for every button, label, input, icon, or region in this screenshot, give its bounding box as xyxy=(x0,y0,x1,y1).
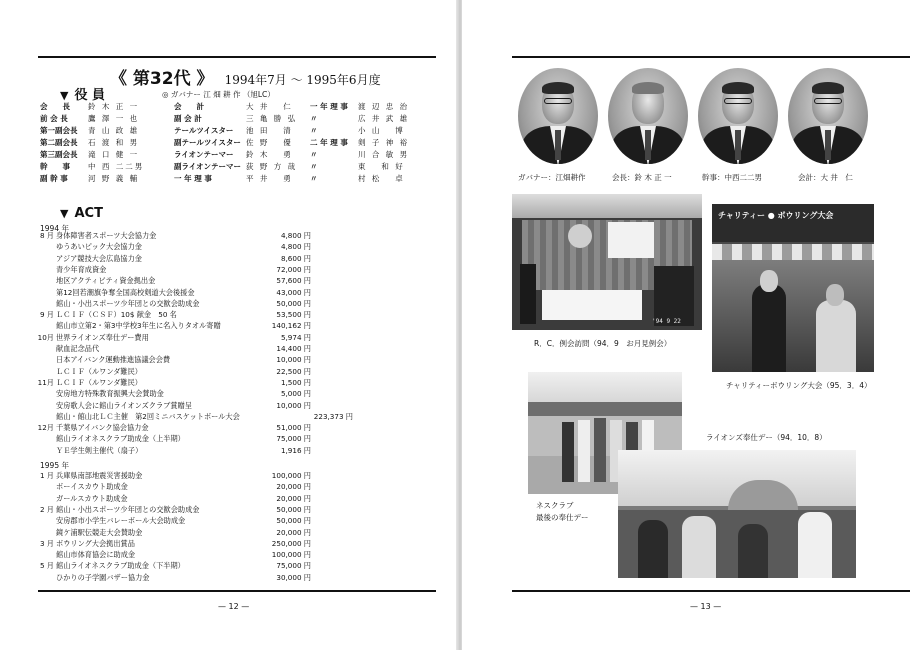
bottom-rule xyxy=(512,590,910,592)
top-rule xyxy=(512,56,910,58)
officer-row xyxy=(174,175,298,183)
officer-row xyxy=(174,139,298,147)
officer-row xyxy=(40,162,145,171)
act-amount: 75,000 円 xyxy=(276,434,311,444)
officer-row xyxy=(40,115,140,123)
act-amount: 223,373 円 xyxy=(313,411,353,421)
act-item xyxy=(39,560,311,571)
officer-row xyxy=(310,115,410,123)
act-amount: 75,000 円 xyxy=(276,561,311,571)
act-description: ＬＣＩＦ（ルワンダ難民） xyxy=(56,366,142,376)
photo-bowling-tournament xyxy=(712,204,874,372)
act-item xyxy=(56,411,353,422)
act-description: 鏡ケ浦駅伝競走大会賛助金 xyxy=(56,527,143,537)
act-description: 日本アイバンク運動推進協議会会費 xyxy=(56,355,171,365)
officer-role: 〃 xyxy=(310,126,318,135)
act-item xyxy=(56,388,311,399)
officer-name: 鈴 木 勇 xyxy=(246,150,293,159)
officer-role: 副 幹 事 xyxy=(40,174,68,183)
page-title xyxy=(110,64,381,89)
act-amount: 100,000 円 xyxy=(271,471,311,480)
act-month: 1 月 xyxy=(39,471,54,480)
officer-role: 第一副会長 xyxy=(40,126,78,135)
officer-row xyxy=(40,139,140,147)
year-1995: 1995 年 xyxy=(40,461,69,470)
act-amount: 4,800 円 xyxy=(280,231,311,240)
act-description: ひかりの子学園バザー協力金 xyxy=(56,572,150,582)
act-description: ボーイスカウト助成金 xyxy=(56,482,128,492)
act-month: 12月 xyxy=(37,423,54,433)
act-amount: 20,000 円 xyxy=(276,482,311,492)
act-item xyxy=(56,549,311,560)
act-heading: ▼ ACT xyxy=(60,206,103,221)
officer-name: 滝 口 健 一 xyxy=(88,150,140,159)
act-description: 館山・館山北ＬＣ主催 第2回ミニバスケットボール大会 xyxy=(56,411,240,421)
act-amount: 8,600 円 xyxy=(280,253,311,263)
act-description: ＬＣＩＦ（ＣＳＦ）10$ 献金 50 名 xyxy=(56,310,177,320)
officer-row xyxy=(310,103,410,111)
officer-role: 二 年 理 事 xyxy=(310,138,348,147)
officer-name: 佐 野 優 xyxy=(246,138,293,147)
act-description: ゆうあいピック大会協力金 xyxy=(56,242,142,252)
officer-role: 〃 xyxy=(310,150,318,159)
act-description: 安房地方特殊教育振興大会賛助金 xyxy=(56,389,164,399)
officer-name: 鈴 木 正 一 xyxy=(88,102,140,111)
act-item xyxy=(39,230,311,241)
act-item xyxy=(56,343,311,354)
officer-role: 副ライオンテーマー xyxy=(174,162,242,171)
act-description: 千葉県アイバンク協会協力金 xyxy=(56,423,149,433)
officer-name: 渡 辺 忠 治 xyxy=(358,102,410,111)
triangle-down-icon: ▼ xyxy=(60,89,69,102)
officer-name: 中 西 二二男 xyxy=(88,162,145,171)
officer-role: 〃 xyxy=(310,174,318,183)
officer-name: 剣 子 神 裕 xyxy=(358,138,410,147)
act-amount: 20,000 円 xyxy=(276,493,311,503)
officer-role: 一 年 理 事 xyxy=(174,174,212,183)
officer-name: 平 井 勇 xyxy=(246,174,293,183)
officer-row xyxy=(40,175,140,183)
officer-role: テールツイスター xyxy=(174,126,234,135)
officer-row xyxy=(310,151,410,159)
act-amount: 43,000 円 xyxy=(276,287,311,297)
portrait-secretary xyxy=(698,68,778,164)
officer-name: 村 松 卓 xyxy=(358,174,405,183)
officers-heading: ▼ 役 員 xyxy=(60,88,105,103)
triangle-down-icon: ▼ xyxy=(60,207,69,220)
act-description: 青少年育成資金 xyxy=(56,264,107,274)
act-description: 館山市立第2・第3中学校3年生に名入りタオル寄贈 xyxy=(56,321,221,331)
page-number: — 13 — xyxy=(690,602,722,611)
act-amount: 10,000 円 xyxy=(276,400,311,410)
caption-president: 会長：鈴 木 正 一 xyxy=(612,173,672,182)
officer-name: 荻 野 方 哉 xyxy=(246,162,298,171)
officer-role: 第三副会長 xyxy=(40,150,78,159)
act-amount: 140,162 円 xyxy=(271,321,311,331)
term-period: 1994年7月 ～ 1995年6月度 xyxy=(224,73,381,87)
officer-role: 幹 事 xyxy=(40,162,70,171)
left-page xyxy=(0,0,458,650)
act-item xyxy=(37,422,311,433)
officer-name: 河 野 義 輔 xyxy=(88,174,140,183)
officer-row xyxy=(40,127,140,135)
portrait-governor xyxy=(518,68,598,164)
act-amount: 30,000 円 xyxy=(276,572,311,582)
officer-name: 小 山 博 xyxy=(358,126,405,135)
act-amount: 5,974 円 xyxy=(280,332,311,342)
act-description: 世界ライオンズ奉仕デー費用 xyxy=(56,332,149,342)
act-item xyxy=(56,354,311,365)
officer-row xyxy=(310,127,410,135)
act-item xyxy=(39,470,311,481)
act-amount: 50,000 円 xyxy=(276,516,311,526)
act-amount: 50,000 円 xyxy=(276,298,311,308)
act-description: ＬＣＩＦ（ルワンダ難民） xyxy=(56,377,142,387)
act-item xyxy=(56,298,311,309)
officer-row xyxy=(40,103,140,111)
caption-treasurer: 会計：大 井 仁 xyxy=(798,173,853,182)
act-item xyxy=(56,275,311,286)
officer-name: 青 山 政 雄 xyxy=(88,126,140,135)
act-amount: 57,600 円 xyxy=(276,276,311,286)
act-item xyxy=(56,493,311,504)
term-title: 《 第32代 》 xyxy=(110,69,214,89)
caption-last-service-day: 最後の奉仕デー xyxy=(536,513,589,522)
caption-governor: ガバナー：江畑耕作 xyxy=(518,173,586,182)
act-amount: 1,916 円 xyxy=(280,445,311,455)
act-description: ガールスカウト助成金 xyxy=(56,493,128,503)
officer-name: 鷹 澤 一 也 xyxy=(88,114,140,123)
officer-name: 三 亀 勝 弘 xyxy=(246,114,298,123)
act-description: 安房郡市小学生バレーボール大会助成金 xyxy=(56,516,186,526)
officer-role: 前 会 長 xyxy=(40,114,68,123)
officer-row xyxy=(310,175,410,183)
act-month: 10月 xyxy=(37,332,54,342)
act-description: 館山・小出スポーツ少年団との交歓会助成金 xyxy=(56,298,200,308)
act-item xyxy=(56,433,311,444)
act-item xyxy=(56,445,311,456)
photo-last-service-day xyxy=(618,450,856,578)
officer-role: 会 長 xyxy=(40,102,70,111)
act-amount: 5,000 円 xyxy=(280,389,311,399)
act-description: 館山ライオネスクラブ助成金（下半期） xyxy=(56,561,185,571)
act-amount: 72,000 円 xyxy=(276,264,311,274)
act-description: 安房歌人会に館山ライオンズクラブ賞贈呈 xyxy=(56,400,192,410)
caption-bowling: チャリティーボウリング大会（95．3．4） xyxy=(726,381,872,390)
officer-row xyxy=(310,163,410,171)
act-item xyxy=(56,481,311,492)
act-item xyxy=(56,572,311,583)
act-month: 3 月 xyxy=(39,538,54,548)
act-item xyxy=(56,264,311,275)
act-amount: 50,000 円 xyxy=(276,504,311,514)
act-description: 兵庫県南部地震災害援助金 xyxy=(56,471,143,480)
officer-role: 副 会 計 xyxy=(174,114,202,123)
officer-row xyxy=(310,139,410,147)
act-description: 館山ライオネスクラブ助成金（上半期） xyxy=(56,434,185,444)
photo-rc-meeting xyxy=(512,194,702,330)
act-month: 5 月 xyxy=(39,561,54,571)
act-item xyxy=(56,253,311,264)
act-description: 館山・小出スポーツ少年団との交歓会助成金 xyxy=(56,504,200,514)
right-page xyxy=(462,0,920,650)
act-item xyxy=(56,287,311,298)
year-1994: 1994 年 xyxy=(40,224,69,233)
act-amount: 250,000 円 xyxy=(271,538,311,548)
officer-role: ライオンテーマー xyxy=(174,150,234,159)
act-amount: 4,800 円 xyxy=(280,242,311,252)
officer-row xyxy=(174,151,298,159)
officer-role: 第二副会長 xyxy=(40,138,78,147)
officer-row xyxy=(40,151,140,159)
officer-row xyxy=(174,163,298,171)
governor-line: ◎ ガバナー 江 畑 耕 作 （旭LC） xyxy=(162,90,275,99)
officer-role: 副テールツイスター xyxy=(174,138,241,147)
act-description: 第12回若潮旗争奪全国高校剣道大会後援金 xyxy=(56,287,195,297)
act-amount: 53,500 円 xyxy=(276,310,311,320)
act-item xyxy=(37,377,311,388)
bowling-banner: チャリティー ● ボウリング大会 xyxy=(718,211,834,220)
officer-row xyxy=(174,127,298,135)
act-description: アジア競技大会広島協力金 xyxy=(56,253,142,263)
act-item xyxy=(56,366,311,377)
act-amount: 10,000 円 xyxy=(276,355,311,365)
officer-row xyxy=(174,115,298,123)
act-month: 2 月 xyxy=(39,504,54,514)
officer-role: 一 年 理 事 xyxy=(310,102,348,111)
act-description: 館山市体育協会に助成金 xyxy=(56,550,136,560)
act-description: 身体障害者スポーツ大会協力金 xyxy=(56,231,157,240)
top-rule xyxy=(38,56,436,58)
caption-secretary: 幹事：中西二二男 xyxy=(702,173,762,182)
act-amount: 22,500 円 xyxy=(276,366,311,376)
act-item xyxy=(39,538,311,549)
officer-name: 石 渡 和 男 xyxy=(88,138,140,147)
caption-nes-club: ネスクラブ xyxy=(536,501,574,510)
act-description: ボウリング大会拠出賞品 xyxy=(56,538,135,548)
officer-name: 東 和 好 xyxy=(358,162,405,171)
act-month: 11月 xyxy=(37,377,54,387)
officer-role: 〃 xyxy=(310,114,318,123)
officer-name: 大 井 仁 xyxy=(246,102,293,111)
act-amount: 14,400 円 xyxy=(276,344,311,353)
act-description: 献血記念品代 xyxy=(56,344,100,353)
officer-name: 川 合 敏 男 xyxy=(358,150,410,159)
act-item xyxy=(37,332,311,343)
act-month: 8 月 xyxy=(39,231,54,240)
act-amount: 20,000 円 xyxy=(276,527,311,537)
act-item xyxy=(56,320,311,331)
bottom-rule xyxy=(38,590,436,592)
officer-role: 会 計 xyxy=(174,102,204,111)
portrait-treasurer xyxy=(788,68,868,164)
act-item xyxy=(39,309,311,320)
act-item xyxy=(56,400,311,411)
officer-role: 〃 xyxy=(310,162,318,171)
act-amount: 51,000 円 xyxy=(276,423,311,433)
act-amount: 100,000 円 xyxy=(271,550,311,560)
act-item xyxy=(39,504,311,515)
officer-row xyxy=(174,103,298,111)
photo-date-stamp: '94 9 22 xyxy=(652,318,681,325)
act-month: 9 月 xyxy=(39,310,54,320)
act-description: ＹＥ学生剣主催代（扇子） xyxy=(56,445,143,455)
officer-name: 池 田 清 xyxy=(246,126,293,135)
act-item xyxy=(56,515,311,526)
portrait-president xyxy=(608,68,688,164)
act-item xyxy=(56,241,311,252)
caption-rc-meeting: R．C．例会訪問（94．9 お月見例会） xyxy=(534,339,672,348)
page-number: — 12 — xyxy=(218,602,250,611)
act-item xyxy=(56,527,311,538)
act-amount: 1,500 円 xyxy=(280,377,311,387)
act-description: 地区アクティビティ資金拠出金 xyxy=(56,276,156,286)
officer-name: 広 井 武 雄 xyxy=(358,114,410,123)
caption-service-day: ライオンズ奉仕デー（94．10．8） xyxy=(706,433,827,442)
